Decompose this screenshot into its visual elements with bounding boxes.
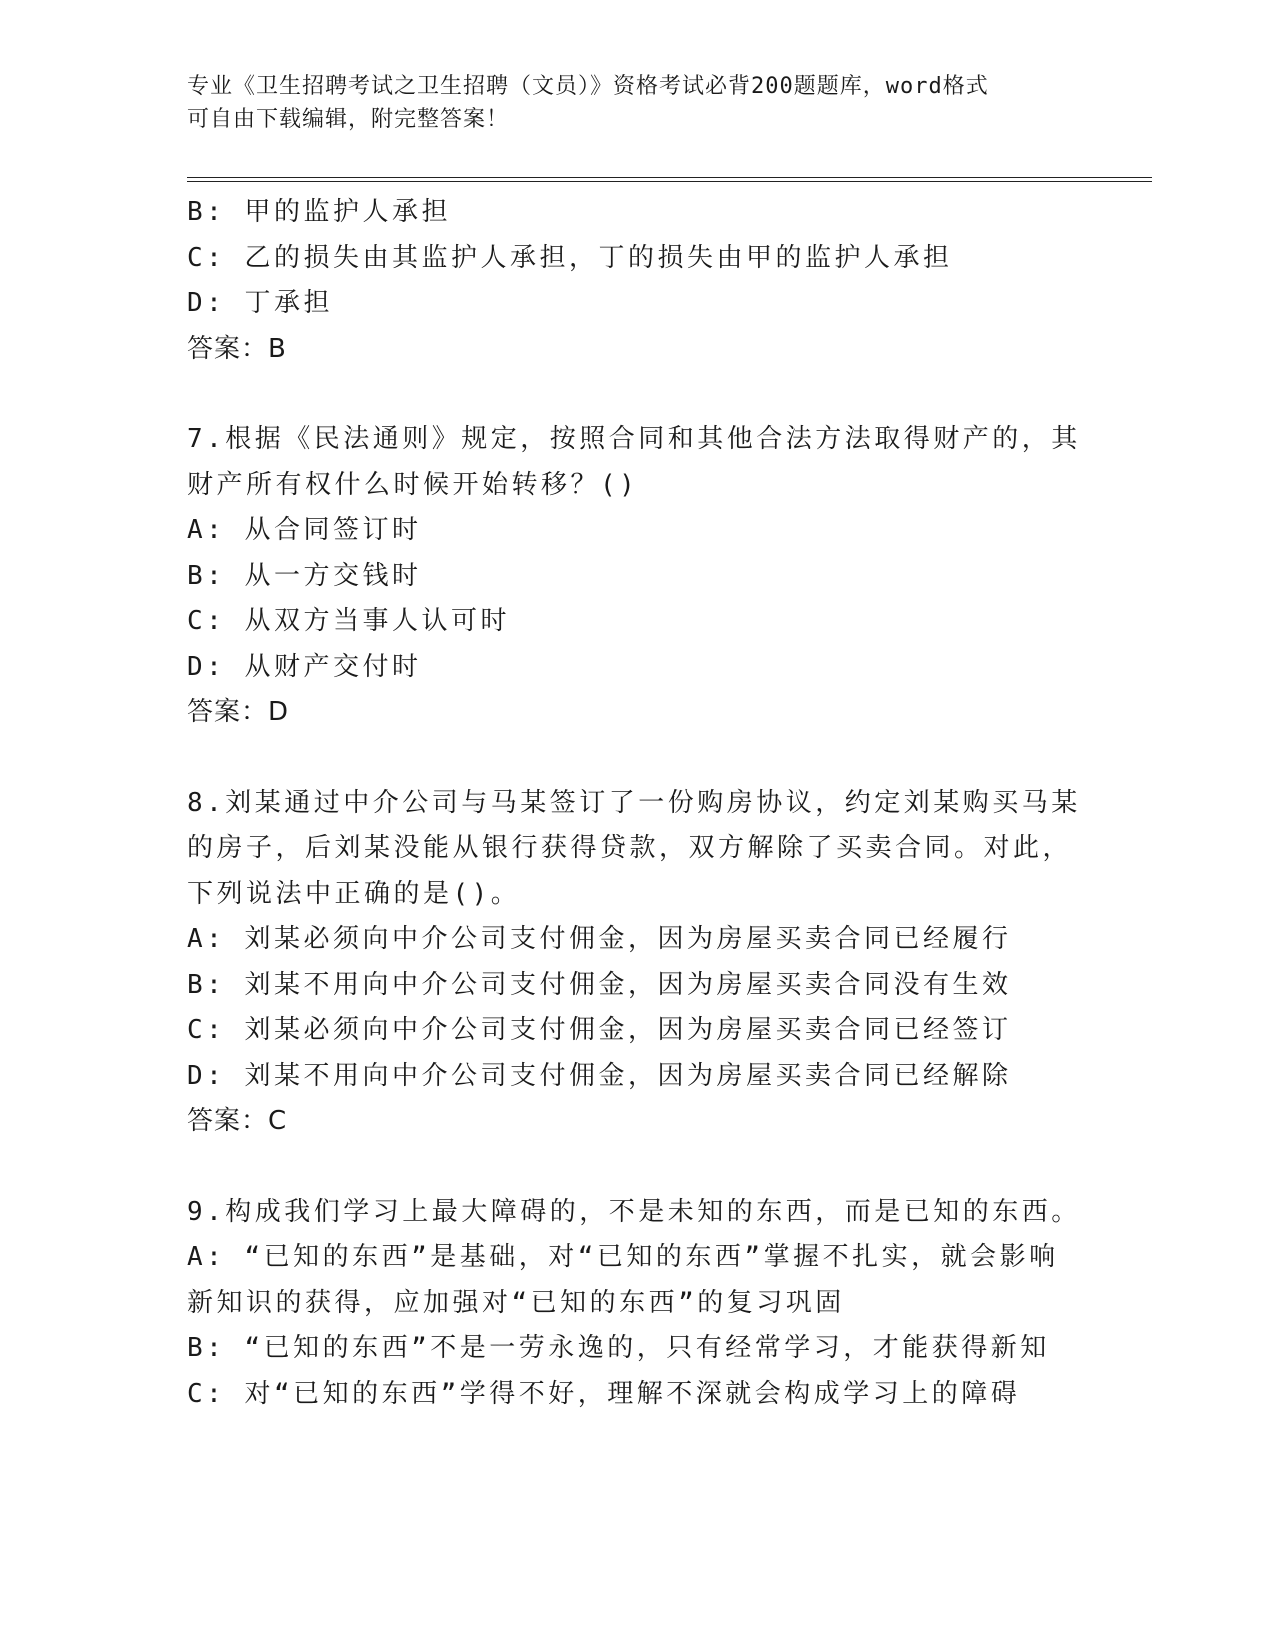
header-title-line-1: 专业《卫生招聘考试之卫生招聘（文员）》资格考试必背200题题库，word格式 [187,74,989,99]
q9-stem-line-1: 9.构成我们学习上最大障碍的，不是未知的东西，而是已知的东西。 [187,1196,1081,1227]
spacer [187,736,1087,781]
question-6-continued [187,190,1087,372]
q7-stem-line-1: 7.根据《民法通则》规定，按照合同和其他合法方法取得财产的，其 [187,424,1081,454]
question-8 [187,781,1087,1145]
q7-stem-line-2: 财产所有权什么时候开始转移？() [187,469,639,500]
q7-option-c: C: 从双方当事人认可时 [187,606,510,636]
question-list [187,190,1087,1417]
q9-option-b: B: “已知的东西”不是一劳永逸的，只有经常学习，才能获得新知 [187,1333,1050,1363]
q8-stem-line-3: 下列说法中正确的是()。 [187,878,521,909]
q6-option-c: C: 乙的损失由其监护人承担，丁的损失由甲的监护人承担 [187,242,953,273]
q7-answer: 答案：D [187,697,290,727]
q7-option-d: D: 从财产交付时 [187,651,422,682]
question-9 [187,1190,1087,1418]
q8-option-b: B: 刘某不用向中介公司支付佣金，因为房屋买卖合同没有生效 [187,969,1012,1000]
spacer [187,1145,1087,1190]
q9-option-a-line-1: A: “已知的东西”是基础，对“已知的东西”掌握不扎实，就会影响 [187,1242,1059,1272]
header-divider [187,177,1152,182]
q8-option-a: A: 刘某必须向中介公司支付佣金，因为房屋买卖合同已经履行 [187,924,1012,954]
header-title-line-2: 可自由下载编辑，附完整答案！ [187,107,510,132]
q8-stem-line-1: 8.刘某通过中介公司与马某签订了一份购房协议，约定刘某购买马某 [187,787,1081,818]
q7-option-b: B: 从一方交钱时 [187,560,422,591]
page-header [187,70,1087,136]
q8-stem-line-2: 的房子，后刘某没能从银行获得贷款，双方解除了买卖合同。对此， [187,833,1073,863]
q6-answer: 答案：B [187,333,287,364]
q8-answer: 答案：C [187,1106,288,1136]
question-7 [187,417,1087,736]
q9-option-c: C: 对“已知的东西”学得不好，理解不深就会构成学习上的障碍 [187,1378,1021,1409]
q6-option-d: D: 丁承担 [187,288,333,318]
q9-option-a-line-2: 新知识的获得，应加强对“已知的东西”的复习巩固 [187,1287,845,1318]
q6-option-b: B: 甲的监护人承担 [187,197,451,227]
q8-option-d: D: 刘某不用向中介公司支付佣金，因为房屋买卖合同已经解除 [187,1060,1012,1091]
spacer [187,372,1087,417]
q7-option-a: A: 从合同签订时 [187,515,422,545]
q8-option-c: C: 刘某必须向中介公司支付佣金，因为房屋买卖合同已经签订 [187,1015,1012,1045]
